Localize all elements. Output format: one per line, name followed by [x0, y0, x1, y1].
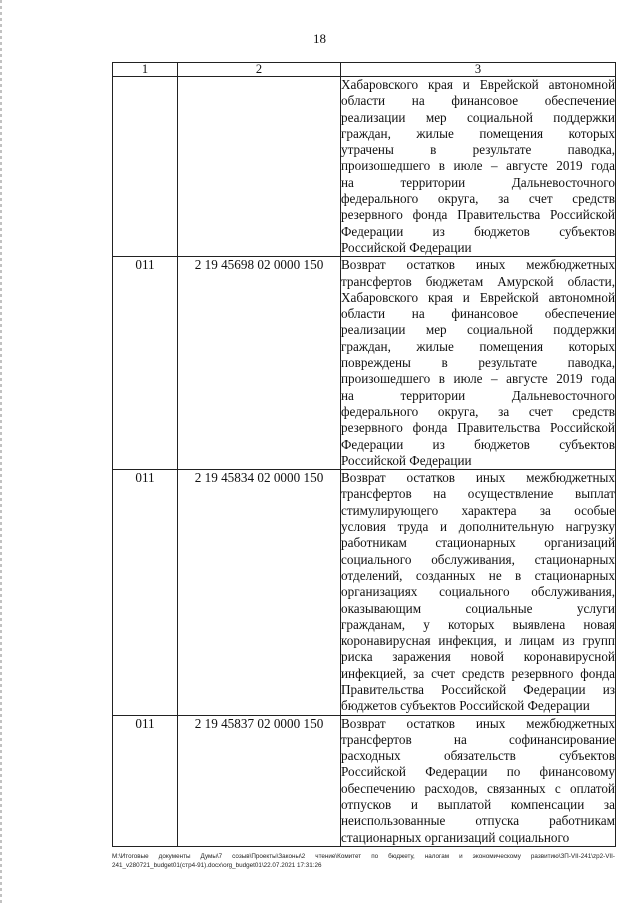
admin-code-cell [113, 77, 178, 257]
description-line: отпусков и выплатой компенсации за [341, 797, 615, 813]
description-line: области на финансовое обеспечение [341, 306, 615, 322]
kbk-cell: 2 19 45837 02 0000 150 [178, 715, 341, 846]
file-path-footer [112, 852, 615, 870]
kbk-cell: 2 19 45834 02 0000 150 [178, 470, 341, 715]
description-line: организациях социального обслуживания, [341, 584, 615, 600]
description-line: гражданам, у которых выявлена новая [341, 616, 615, 632]
description-line: работникам стационарных организаций [341, 535, 615, 551]
description-line: обеспечению расходов, связанных с оплатой [341, 780, 615, 796]
description-cell [341, 715, 616, 846]
description-line: произошедшего в июле – августе 2019 года [341, 371, 615, 387]
description-line: стационарных организаций социального [341, 829, 570, 845]
description-line: резервного фонда Правительства Российской [341, 207, 615, 223]
description-line: реализации мер социальной поддержки [341, 322, 615, 338]
description-line: расходных обязательств субъектов [341, 748, 615, 764]
budget-table [112, 62, 616, 847]
table-body [113, 77, 616, 847]
description-line: бюджетов субъектов Российской Федерации [341, 698, 590, 714]
header-col-1: 1 [113, 63, 178, 77]
description-line: повреждены в результате паводка, [341, 355, 615, 371]
description-line: Возврат остатков иных межбюджетных [341, 257, 615, 273]
description-line: Правительства Российской Федерации из [341, 681, 615, 697]
description-line: Федерации из бюджетов субъектов [341, 223, 615, 239]
description-cell [341, 257, 616, 470]
description-line: на территории Дальневосточного [341, 174, 615, 190]
kbk-cell: 2 19 45698 02 0000 150 [178, 257, 341, 470]
admin-code-cell: 011 [113, 470, 178, 715]
description-line: области на финансовое обеспечение [341, 93, 615, 109]
description-line: риска заражения новой коронавирусной [341, 649, 615, 665]
description-line: Возврат остатков иных межбюджетных [341, 715, 615, 731]
description-line: неиспользованные отпуска работникам [341, 813, 615, 829]
description-line: трансфертов на осуществление выплат [341, 486, 615, 502]
description-line: граждан, жилые помещения которых [341, 125, 615, 141]
table-row-continuation [113, 77, 616, 257]
description-line: резервного фонда Правительства Российской [341, 420, 615, 436]
description-line: коронавирусная инфекция, и лицам из групп [341, 633, 615, 649]
scan-edge [0, 0, 2, 904]
page-number: 18 [313, 31, 326, 46]
description-line: Российской Федерации по финансовому [341, 764, 615, 780]
table-row [113, 470, 616, 715]
description-line: трансфертов бюджетам Амурской области, [341, 273, 615, 289]
description-line: произошедшего в июле – августе 2019 года [341, 158, 615, 174]
description-line: граждан, жилые помещения которых [341, 338, 615, 354]
description-line: трансфертов на софинансирование [341, 731, 615, 747]
description-line: отделений, созданных не в стационарных [341, 567, 615, 583]
footer-line-2: 241_v280721_budget01(стр4-91).docx\org_budget01\22.07.2021 17:31:26 [112, 862, 322, 869]
admin-code-cell: 011 [113, 257, 178, 470]
footer-line-1: M:\Итоговые документы Думы\7 созыв\Проекты\Законы\2 чтение\Комитет по бюджету, налогам и экономическому развитию\ЗП-VII-241\zp2-VII- [112, 853, 615, 860]
description-line: федерального округа, за счет средств [341, 403, 615, 419]
header-col-3: 3 [341, 63, 616, 77]
table-row [113, 257, 616, 470]
description-line: на территории Дальневосточного [341, 387, 615, 403]
description-line: утрачены в результате паводка, [341, 142, 615, 158]
admin-code-cell: 011 [113, 715, 178, 846]
kbk-cell [178, 77, 341, 257]
description-line: Федерации из бюджетов субъектов [341, 436, 615, 452]
description-line: инфекцией, за счет средств резервного фонда [341, 665, 615, 681]
description-line: стимулирующего характера за особые [341, 502, 615, 518]
table-header-row [113, 63, 616, 77]
description-line: Российской Федерации [341, 452, 472, 468]
table-row [113, 715, 616, 846]
header-col-2: 2 [178, 63, 341, 77]
description-cell [341, 77, 616, 257]
description-cell [341, 470, 616, 715]
description-line: реализации мер социальной поддержки [341, 109, 615, 125]
description-line: оказывающим социальные услуги [341, 600, 615, 616]
description-line: Возврат остатков иных межбюджетных [341, 470, 615, 486]
description-line: социального обслуживания, стационарных [341, 551, 615, 567]
description-line: Хабаровского края и Еврейской автономной [341, 77, 615, 92]
description-line: федерального округа, за счет средств [341, 191, 615, 207]
description-line: Российской Федерации [341, 239, 472, 255]
description-line: условия труда и дополнительную нагрузку [341, 519, 615, 535]
description-line: Хабаровского края и Еврейской автономной [341, 289, 615, 305]
